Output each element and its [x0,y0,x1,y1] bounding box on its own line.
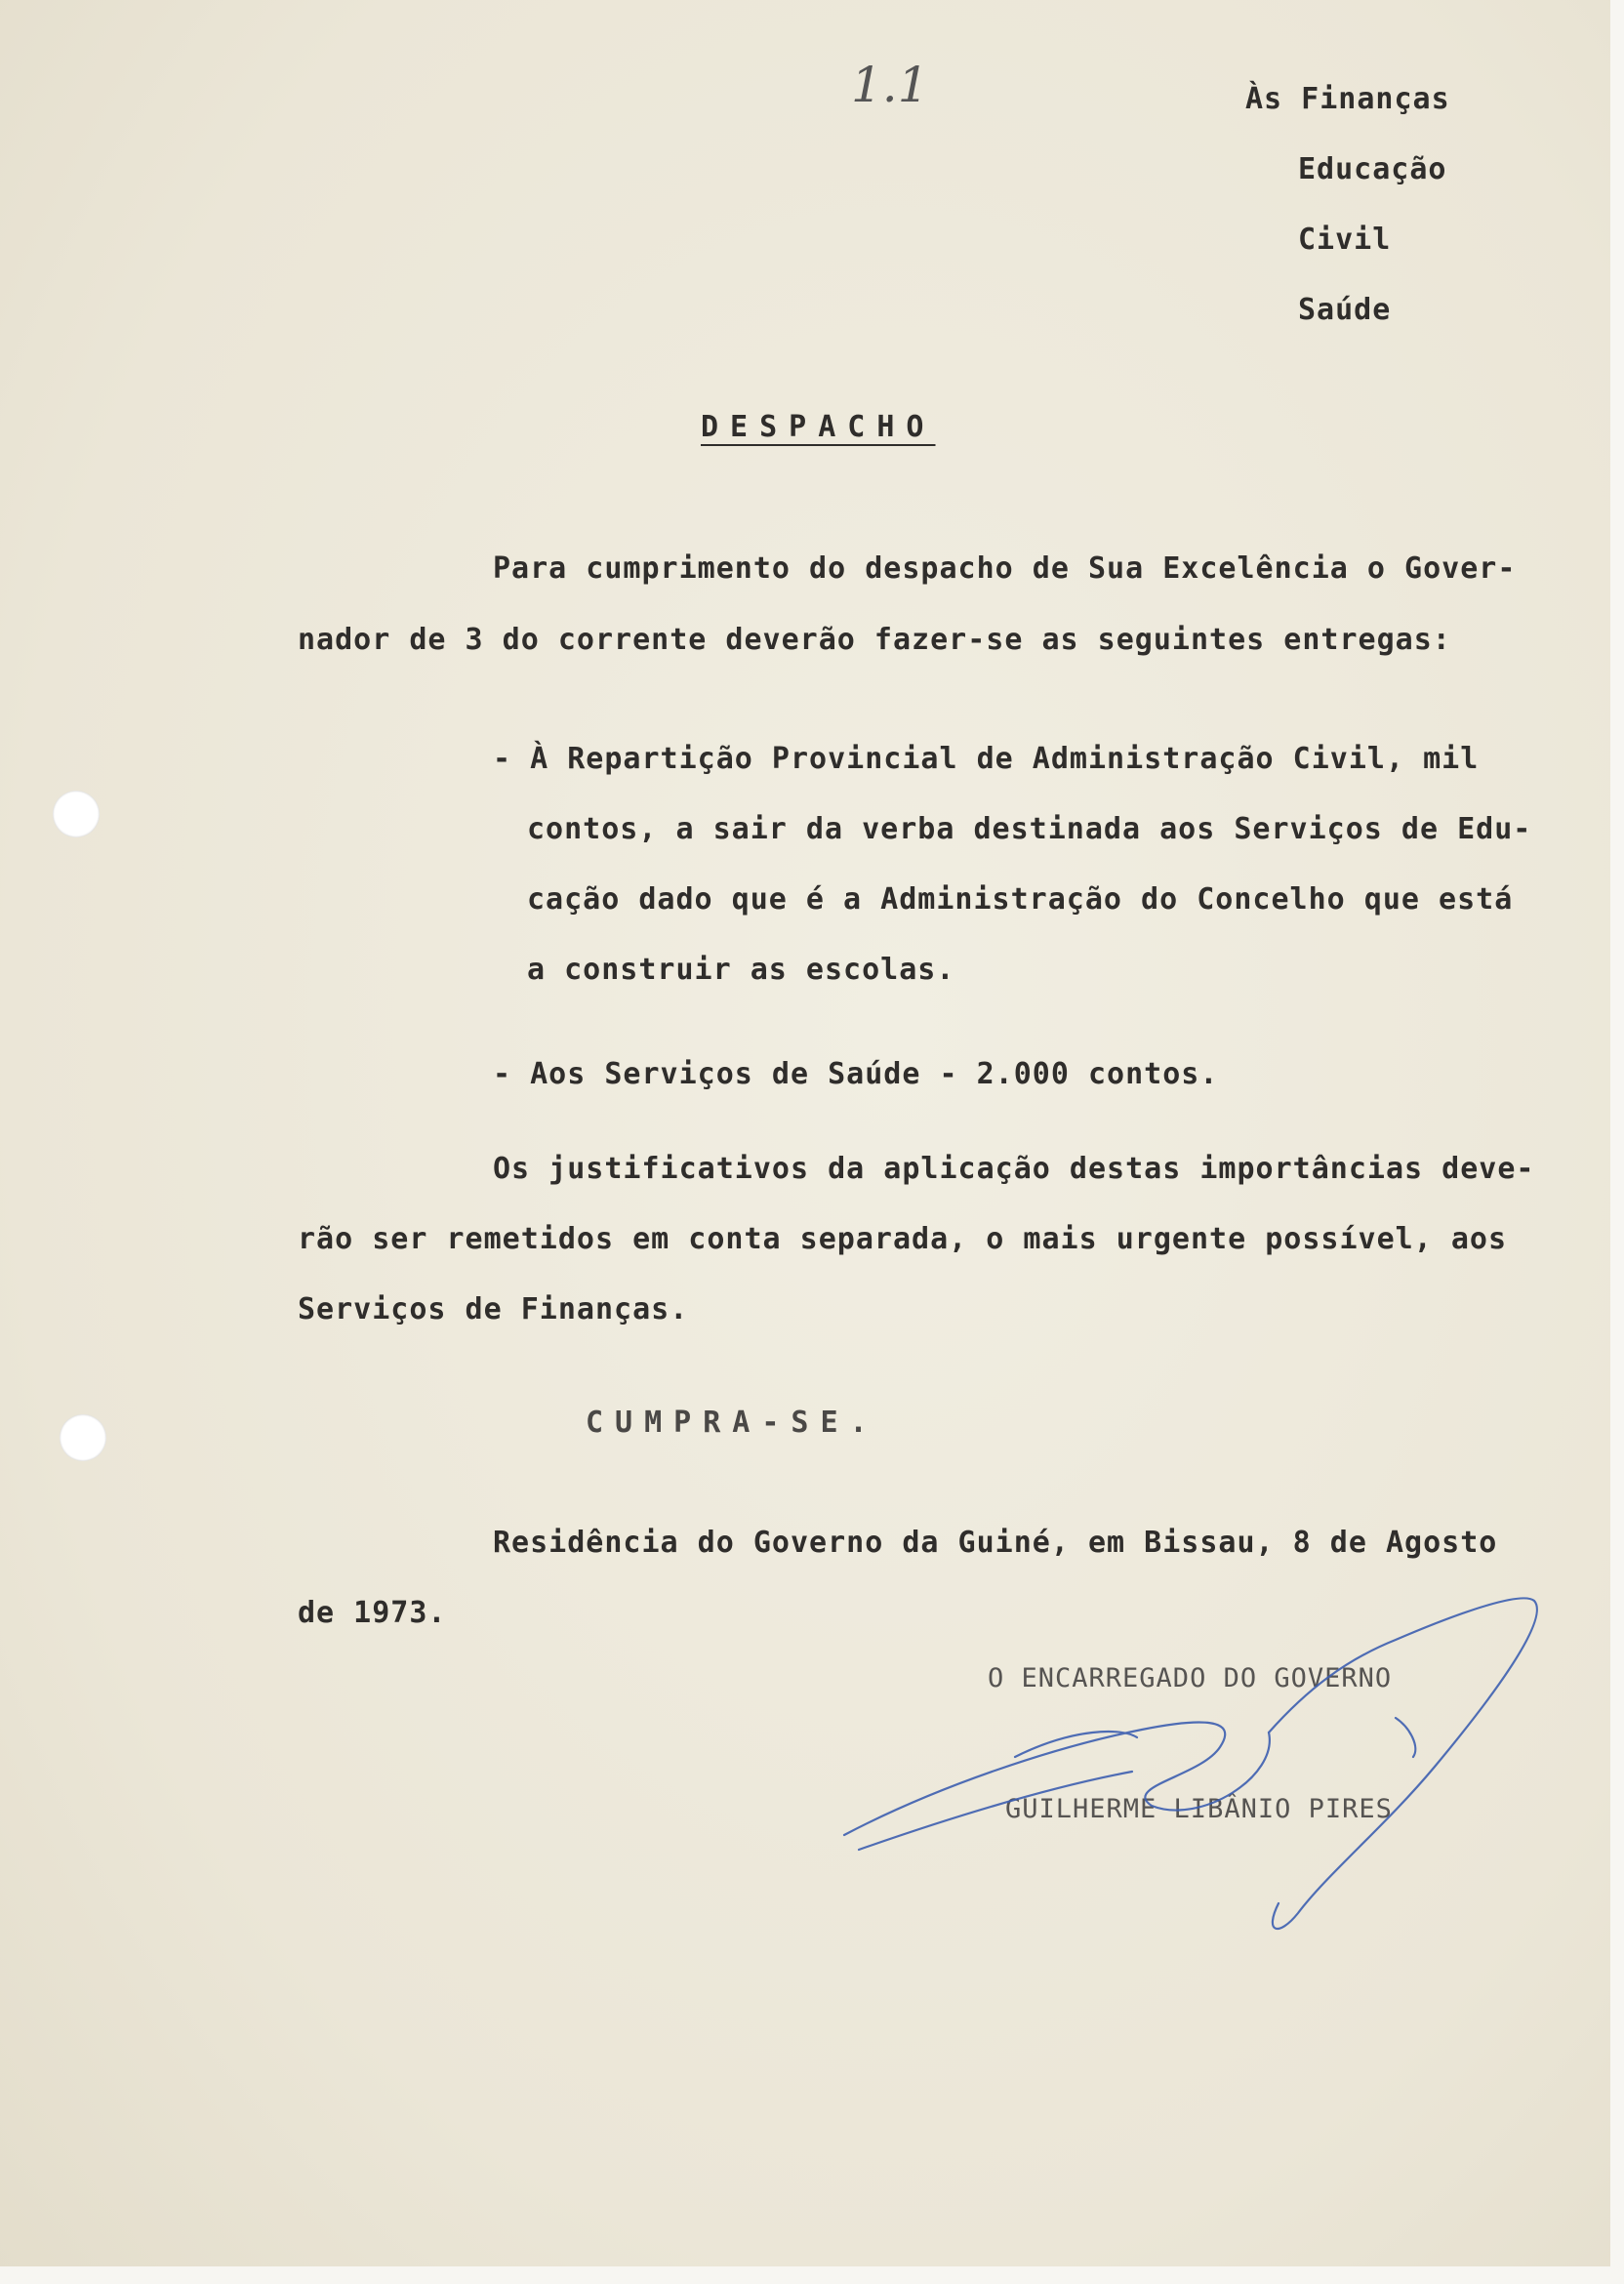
place-date-line-1: Residência do Governo da Guiné, em Bissau, 8 de Agosto [493,1526,1498,1560]
intro-line-1: Para cumprimento do despacho de Sua Excelência o Gover- [493,551,1517,586]
item1-line-4: a construir as escolas. [527,953,955,987]
signer-title: O ENCARREGADO DO GOVERNO [988,1663,1393,1693]
item2-line: - Aos Serviços de Saúde - 2.000 contos. [493,1057,1219,1091]
item1-line-2: contos, a sair da verba destinada aos Serviços de Edu- [527,812,1532,846]
recipient-1: Às Finanças [1245,82,1450,116]
item1-line-3: cação dado que é a Administração do Concelho que está [527,882,1514,917]
recipient-4: Saúde [1298,293,1392,327]
justification-line-1: Os justificativos da aplicação destas importâncias deve- [493,1152,1535,1186]
document-title: DESPACHO [701,410,936,444]
signer-name: GUILHERME LIBÂNIO PIRES [1005,1794,1393,1824]
place-date-line-2: de 1973. [298,1596,447,1630]
justification-line-2: rão ser remetidos em conta separada, o mais urgente possível, aos [298,1222,1507,1256]
intro-line-2: nador de 3 do corrente deverão fazer-se as seguintes entregas: [298,623,1451,657]
justification-line-3: Serviços de Finanças. [298,1292,689,1326]
item1-line-1: - À Repartição Provincial de Administração Civil, mil [493,742,1480,776]
recipient-2: Educação [1298,152,1447,186]
recipient-3: Civil [1298,223,1392,257]
cumpra-se-line: CUMPRA-SE. [586,1406,879,1440]
page-number-handwritten: 1.1 [851,57,929,113]
